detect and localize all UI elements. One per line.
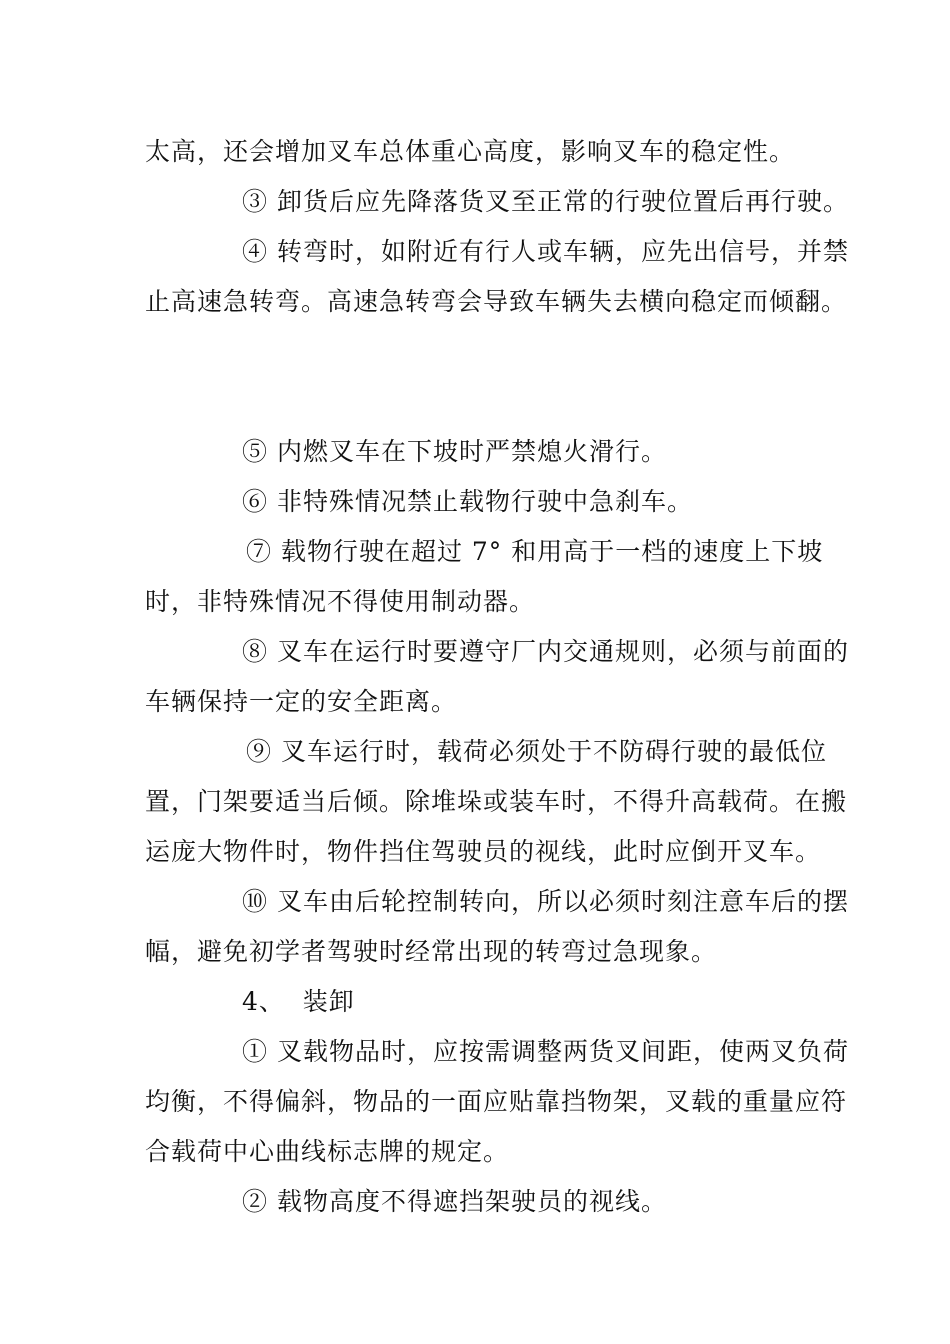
text-line: 合载荷中心曲线标志牌的规定。 bbox=[145, 1137, 510, 1166]
text-line: 幅，避免初学者驾驶时经常出现的转弯过急现象。 bbox=[145, 937, 718, 966]
text-line: ⑤ 内燃叉车在下坡时严禁熄火滑行。 bbox=[242, 437, 667, 466]
text-line: 运庞大物件时，物件挡住驾驶员的视线，此时应倒开叉车。 bbox=[145, 837, 822, 866]
section-heading: 4、 装卸 bbox=[242, 987, 355, 1016]
text-line: ⑦ 载物行驶在超过 7° 和用高于一档的速度上下坡 bbox=[246, 537, 824, 566]
text-line: ⑥ 非特殊情况禁止载物行驶中急刹车。 bbox=[242, 487, 693, 516]
text-line: 时，非特殊情况不得使用制动器。 bbox=[145, 587, 536, 616]
text-line: ① 叉载物品时，应按需调整两货叉间距，使两叉负荷 bbox=[242, 1037, 849, 1066]
text-line: ④ 转弯时，如附近有行人或车辆，应先出信号，并禁 bbox=[242, 237, 849, 266]
text-line: 太高，还会增加叉车总体重心高度，影响叉车的稳定性。 bbox=[145, 137, 796, 166]
text-line: ⑧ 叉车在运行时要遵守厂内交通规则，必须与前面的 bbox=[242, 637, 849, 666]
text-line: ③ 卸货后应先降落货叉至正常的行驶位置后再行驶。 bbox=[242, 187, 849, 216]
text-line: 置，门架要适当后倾。除堆垛或装车时，不得升高载荷。在搬 bbox=[145, 787, 848, 816]
text-line: 止高速急转弯。高速急转弯会导致车辆失去横向稳定而倾翻。 bbox=[145, 287, 848, 316]
text-line: ② 载物高度不得遮挡架驶员的视线。 bbox=[242, 1187, 667, 1216]
text-line: 车辆保持一定的安全距离。 bbox=[145, 687, 458, 716]
text-line: ⑨ 叉车运行时，载荷必须处于不防碍行驶的最低位 bbox=[246, 737, 827, 766]
text-line: 均衡，不得偏斜，物品的一面应贴靠挡物架，叉载的重量应符 bbox=[145, 1087, 848, 1116]
text-line: ⑩ 叉车由后轮控制转向，所以必须时刻注意车后的摆 bbox=[242, 887, 849, 916]
